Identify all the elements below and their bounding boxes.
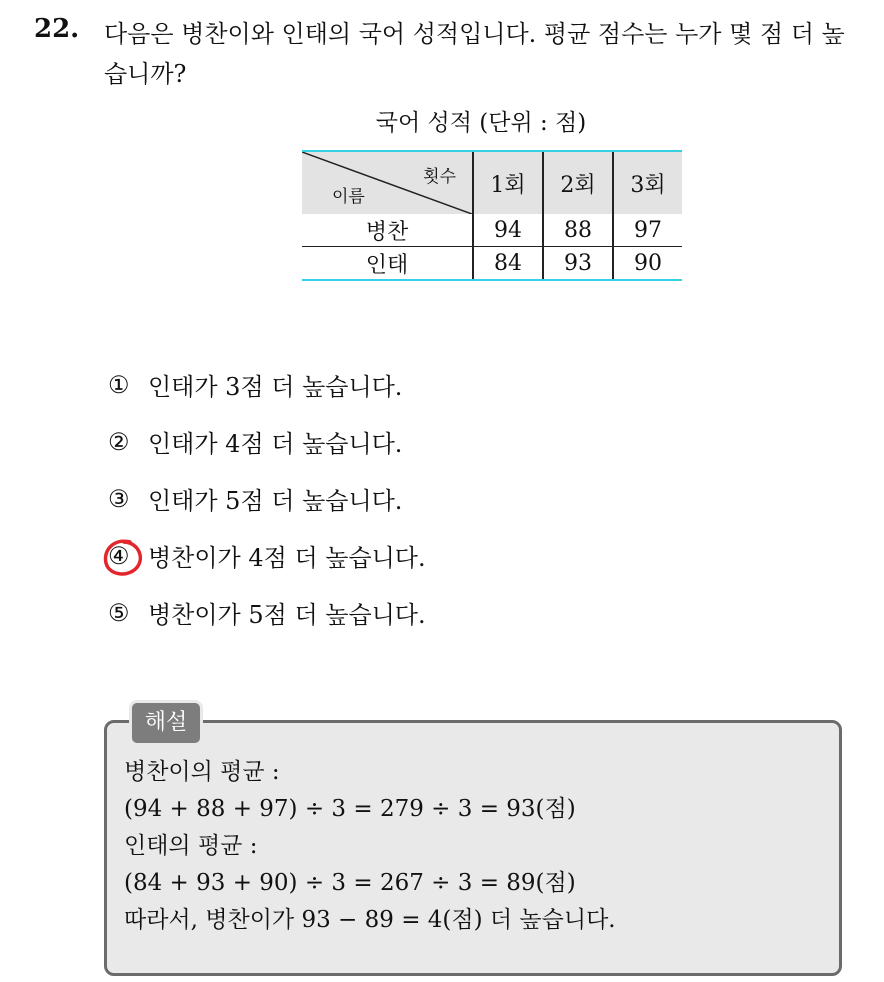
option-mark: ④ xyxy=(108,541,130,570)
option-mark: ① xyxy=(108,370,130,399)
solution-line: (94 + 88 + 97) ÷ 3 = 279 ÷ 3 = 93(점) xyxy=(124,796,576,822)
score-table xyxy=(286,150,682,281)
table-cell: 90 xyxy=(613,247,682,281)
corner-label-columns: 횟수 xyxy=(423,167,456,187)
option-3[interactable] xyxy=(108,470,426,527)
option-2[interactable] xyxy=(108,413,426,470)
solution-tag: 해설 xyxy=(129,700,203,746)
table-cell: 88 xyxy=(543,214,613,247)
table-cell: 97 xyxy=(613,214,682,247)
table-corner-cell xyxy=(302,151,473,214)
solution-line: 따라서, 병찬이가 93 − 89 = 4(점) 더 높습니다. xyxy=(124,907,616,933)
solution-line: (84 + 93 + 90) ÷ 3 = 267 ÷ 3 = 89(점) xyxy=(124,870,576,896)
column-header: 3회 xyxy=(613,151,682,214)
option-5[interactable] xyxy=(108,584,426,641)
table-row xyxy=(286,214,682,247)
table-row xyxy=(286,247,682,281)
table-cell: 84 xyxy=(473,247,543,281)
answer-options xyxy=(108,356,426,641)
question-number: 22. xyxy=(34,14,80,44)
solution-text xyxy=(124,754,616,939)
option-1[interactable] xyxy=(108,356,426,413)
selected-circle-icon xyxy=(100,536,144,580)
table-title: 국어 성적 (단위 : 점) xyxy=(375,110,587,136)
table-cell: 94 xyxy=(473,214,543,247)
option-text: 인태가 3점 더 높습니다. xyxy=(148,373,403,401)
corner-label-rows: 이름 xyxy=(332,187,365,207)
option-text: 병찬이가 5점 더 높습니다. xyxy=(148,601,426,629)
row-name: 인태 xyxy=(302,247,473,281)
column-header: 1회 xyxy=(473,151,543,214)
option-mark: ② xyxy=(108,427,130,456)
column-header: 2회 xyxy=(543,151,613,214)
solution-line: 인태의 평균 : xyxy=(124,833,258,859)
option-text: 병찬이가 4점 더 높습니다. xyxy=(148,544,426,572)
table-cell: 93 xyxy=(543,247,613,281)
option-text: 인태가 5점 더 높습니다. xyxy=(148,487,403,515)
question-text: 다음은 병찬이와 인태의 국어 성적입니다. 평균 점수는 누가 몇 점 더 높습니까? xyxy=(104,20,845,88)
option-mark: ⑤ xyxy=(108,598,130,627)
row-name: 병찬 xyxy=(302,214,473,247)
option-mark: ③ xyxy=(108,484,130,513)
solution-line: 병찬이의 평균 : xyxy=(124,759,280,785)
option-4[interactable] xyxy=(108,527,426,584)
option-text: 인태가 4점 더 높습니다. xyxy=(148,430,403,458)
